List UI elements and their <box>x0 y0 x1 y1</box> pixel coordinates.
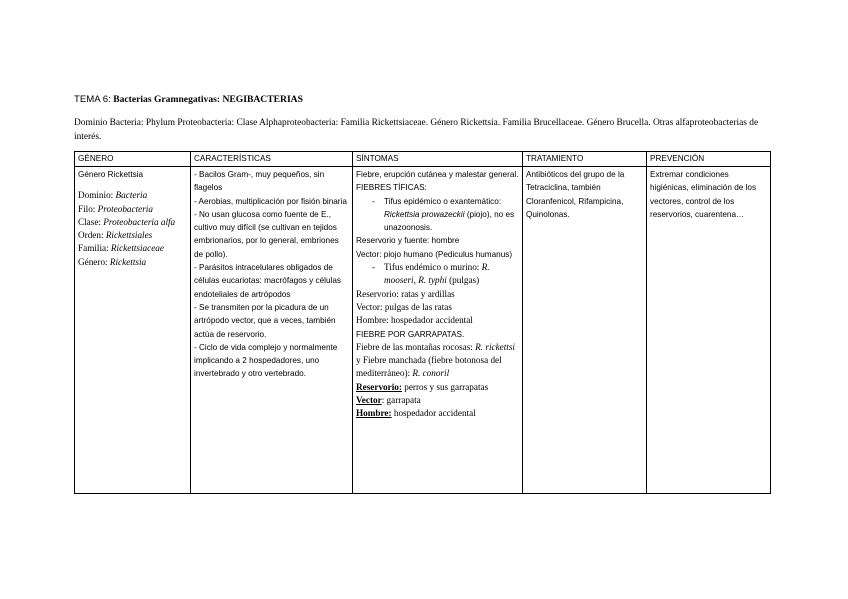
tifus-epidemico-label: Tifus epidémico o exantemático: <box>384 196 502 206</box>
species-name: R. rickettsi <box>475 341 515 352</box>
taxonomy-value: Rickettsia <box>109 256 147 267</box>
vector-2: Vector: pulgas de las ratas <box>356 301 452 312</box>
taxonomy-label: Género: <box>78 256 108 267</box>
taxonomy-dominio <box>78 189 187 202</box>
taxonomy-label: Clase: <box>78 216 101 227</box>
caracteristica-item: - Se transmiten por la picadura de un artrópodo vector, que a veces, también actúa de reservorio. <box>194 302 336 339</box>
spacer <box>78 181 187 189</box>
taxonomy-label: Familia: <box>78 243 109 254</box>
tifus-endemico-note: (pulgas) <box>449 275 480 286</box>
taxonomy-orden <box>78 229 187 242</box>
reservorio-1: Reservorio y fuente: hombre <box>356 236 460 246</box>
tifus-endemico: - Tifus endémico o murino: R. mooseri, R. typhi (pulgas) <box>372 262 490 286</box>
caracteristica-item: - Parásitos intracelulares obligados de células eucariotas: macrófagos y células endoteliales de artrópodos <box>194 263 341 299</box>
vector-3 <box>356 394 519 407</box>
caracteristica-item: - Aerobias, multiplicación por fisión binaria <box>194 196 347 206</box>
vector-label: Vector <box>356 395 382 406</box>
col-header-sintomas: SÍNTOMAS <box>353 152 523 167</box>
caracteristica-item: - Ciclo de vida complejo y normalmente implicando a 2 hospedadores, uno invertebrado y otro vertebrado. <box>194 342 338 379</box>
taxonomy-label: Dominio: <box>78 190 114 201</box>
col-header-caracteristicas: CARACTERÍSTICAS <box>191 152 353 167</box>
taxonomy-familia <box>78 242 187 255</box>
cell-prevencion: Extremar condiciones higiénicas, eliminación de los vectores, control de los reservorios, cuarentena… <box>647 167 771 494</box>
reservorio-value: perros y sus garrapatas <box>404 381 489 392</box>
hombre-label: Hombre: <box>356 408 392 419</box>
table-row <box>75 167 771 494</box>
taxonomy-filo <box>78 203 187 216</box>
col-header-genero: GÉNERO <box>75 152 191 167</box>
col-header-tratamiento: TRATAMIENTO <box>523 152 647 167</box>
fiebres-tificas-title: FIEBRES TÍFICAS: <box>356 183 427 193</box>
species-name: R. mooseri, R. typhi <box>384 262 490 286</box>
reservorio-2: Reservorio: ratas y ardillas <box>356 288 455 299</box>
taxonomy-genero <box>78 256 187 269</box>
sintomas-intro: Fiebre, erupción cutánea y malestar general. <box>356 170 519 179</box>
species-name: R. conoril <box>412 368 450 379</box>
montanas-label: Fiebre de las montañas rocosas: <box>356 341 473 352</box>
taxonomy-label: Filo: <box>78 203 96 214</box>
vector-value: : garrapata <box>381 395 421 406</box>
cell-caracteristicas <box>191 167 353 494</box>
fiebre-montanas <box>356 341 519 381</box>
rickettsia-table <box>74 151 771 494</box>
tifus-endemico-label: Tifus endémico o murino: <box>384 262 480 273</box>
taxonomy-clase <box>78 216 187 229</box>
genero-title: Género Rickettsia <box>78 170 144 179</box>
hombre-value: hospedador accidental <box>393 408 476 419</box>
taxonomy-value: Proteobacteria alfa <box>103 216 176 227</box>
reservorio-3 <box>356 381 519 394</box>
heading-prefix: TEMA 6: <box>74 94 111 105</box>
fiebre-garrapatas-title: FIEBRE POR GARRAPATAS. <box>356 329 465 339</box>
taxonomy-value: Proteobacteria <box>97 203 153 214</box>
montanas-note: y Fiebre manchada (fiebre botonosa del mediterráneo): <box>356 355 502 379</box>
species-name: Rickettsia prowazeckii <box>384 209 465 219</box>
intro-paragraph: Dominio Bacteria: Phylum Proteobacteria: Clase Alphaproteobacteria: Familia Rickettsiaceae. Género Rickettsia. Familia Brucellaceae. Género Brucella. Otras alfaproteobacterias de interés. <box>74 118 759 142</box>
tifus-epidemico: - Tifus epidémico o exantemático: Rickettsia prowazeckii (piojo), no es unazoonosis. <box>372 196 515 233</box>
hombre-2: Hombre: hospedador accidental <box>356 315 473 326</box>
vector-1: Vector: piojo humano (Pediculus humanus) <box>356 249 513 259</box>
taxonomy-value: Bacteria <box>115 190 148 201</box>
hombre-3 <box>356 407 519 420</box>
cell-sintomas <box>353 167 523 494</box>
reservorio-label: Reservorio: <box>356 381 402 392</box>
heading-title: Bacterias Gramnegativas: NEGIBACTERIAS <box>113 94 303 105</box>
col-header-prevencion: PREVENCIÓN <box>647 152 771 167</box>
cell-genero <box>75 167 191 494</box>
taxonomy-value: Rickettsiaceae <box>110 243 164 254</box>
caracteristica-item: - No usan glucosa como fuente de E., cultivo muy difícil (se cultivan en tejidos embrionarios, por lo general, embriones de pollo). <box>194 209 339 259</box>
taxonomy-label: Orden: <box>78 230 104 241</box>
table-header-row <box>75 152 771 167</box>
taxonomy-value: Rickettsiales <box>105 230 153 241</box>
document-heading <box>74 94 303 105</box>
cell-tratamiento: Antibióticos del grupo de la Tetraciclina, también Cloranfenicol, Rifampicina, Quinolonas. <box>523 167 647 494</box>
tifus-epidemico-note: (piojo), no es unazoonosis. <box>384 209 515 233</box>
caracteristica-item: - Bacilos Gram-, muy pequeños, sin flagelos <box>194 170 325 193</box>
